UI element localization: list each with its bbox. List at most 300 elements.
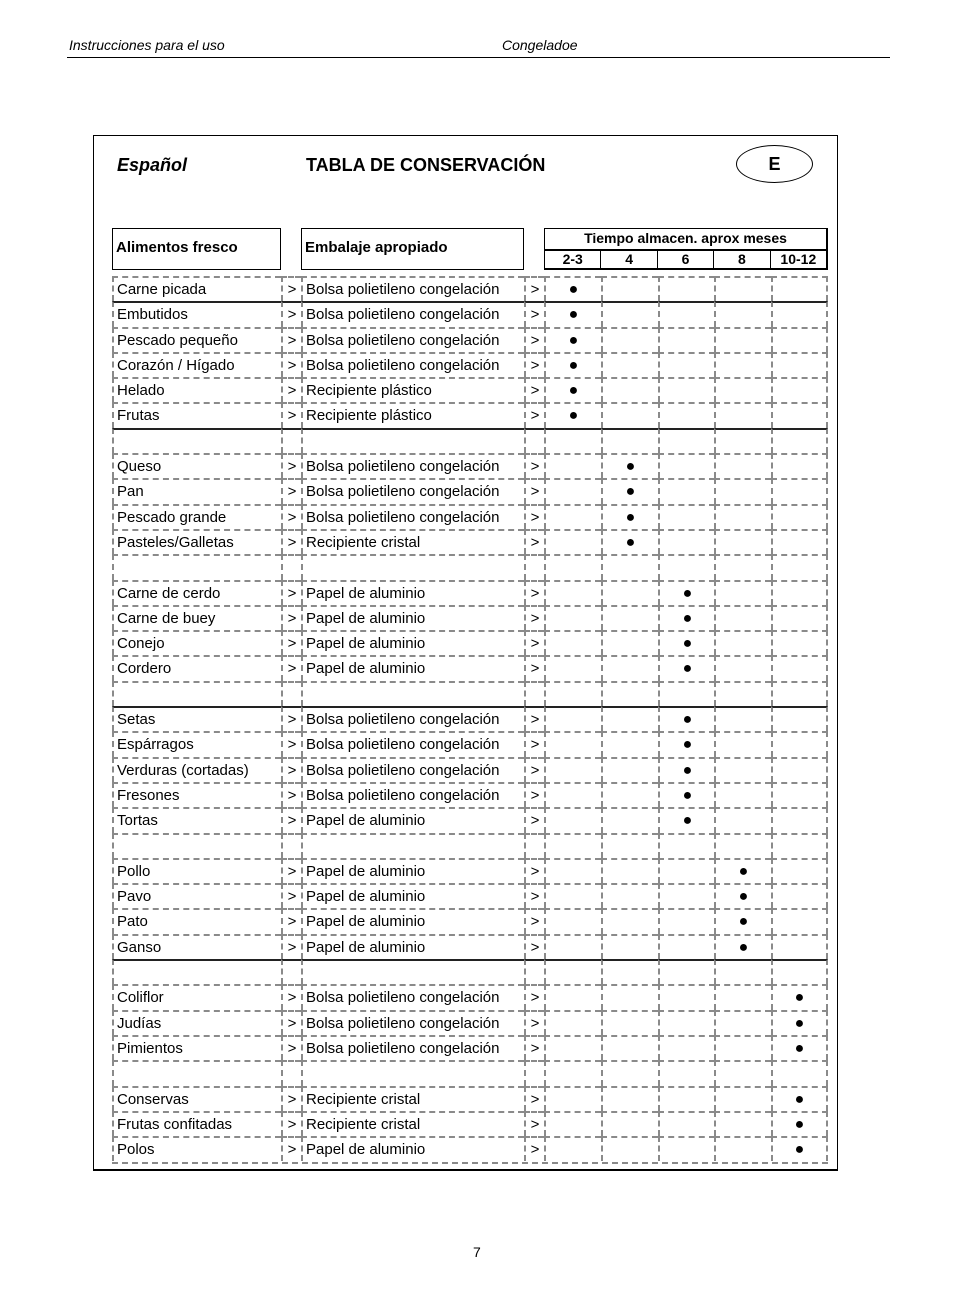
month-cell xyxy=(544,554,601,579)
arrow-cell: > xyxy=(281,1111,301,1136)
month-cell xyxy=(658,453,715,478)
table-spacer-row xyxy=(112,428,828,453)
month-cell xyxy=(771,883,828,908)
food-cell: Verduras (cortadas) xyxy=(112,757,281,782)
month-cell xyxy=(714,504,771,529)
arrow-cell: > xyxy=(281,529,301,554)
month-cell xyxy=(544,782,601,807)
month-cell xyxy=(544,681,601,706)
food-cell: Helado xyxy=(112,377,281,402)
month-cell xyxy=(544,1060,601,1085)
packaging-cell: Papel de aluminio xyxy=(301,934,524,959)
month-cell xyxy=(658,833,715,858)
table-row xyxy=(112,478,828,503)
arrow-cell: > xyxy=(524,630,544,655)
table-row xyxy=(112,655,828,680)
arrow-cell xyxy=(281,1060,301,1085)
table-row xyxy=(112,504,828,529)
arrow-cell: > xyxy=(281,453,301,478)
arrow-cell: > xyxy=(524,1086,544,1111)
month-cell xyxy=(601,1136,658,1161)
month-cell xyxy=(658,1111,715,1136)
food-cell: Carne picada xyxy=(112,276,281,301)
month-cell xyxy=(544,934,601,959)
packaging-cell: Papel de aluminio xyxy=(301,883,524,908)
arrow-cell: > xyxy=(524,1111,544,1136)
bullet-dot-icon: ● xyxy=(658,731,715,756)
month-cell xyxy=(658,428,715,453)
month-cell xyxy=(771,428,828,453)
running-header-left: Instrucciones para el uso xyxy=(69,37,225,53)
food-cell xyxy=(112,959,281,984)
packaging-cell: Papel de aluminio xyxy=(301,908,524,933)
bullet-dot-icon: ● xyxy=(714,908,771,933)
arrow-cell xyxy=(524,681,544,706)
month-cell xyxy=(544,1035,601,1060)
month-cell xyxy=(544,807,601,832)
month-cell xyxy=(601,757,658,782)
month-cell xyxy=(658,883,715,908)
month-cell xyxy=(714,1035,771,1060)
food-cell: Embutidos xyxy=(112,301,281,326)
bullet-dot-icon: ● xyxy=(771,984,828,1009)
arrow-cell xyxy=(524,428,544,453)
month-cell xyxy=(771,352,828,377)
month-cell xyxy=(771,908,828,933)
arrow-cell: > xyxy=(524,529,544,554)
bullet-dot-icon: ● xyxy=(658,757,715,782)
table-spacer-row xyxy=(112,833,828,858)
month-cell xyxy=(601,630,658,655)
packaging-cell: Bolsa polietileno congelación xyxy=(301,352,524,377)
month-cell xyxy=(771,453,828,478)
month-cell xyxy=(601,959,658,984)
table-row xyxy=(112,757,828,782)
month-cell xyxy=(771,858,828,883)
table-row xyxy=(112,605,828,630)
food-cell: Conservas xyxy=(112,1086,281,1111)
table-row xyxy=(112,1111,828,1136)
arrow-cell: > xyxy=(524,655,544,680)
month-cell xyxy=(714,453,771,478)
bullet-dot-icon: ● xyxy=(771,1035,828,1060)
food-cell: Queso xyxy=(112,453,281,478)
food-cell: Cordero xyxy=(112,655,281,680)
food-cell: Frutas xyxy=(112,402,281,427)
arrow-cell: > xyxy=(281,402,301,427)
food-cell: Carne de cerdo xyxy=(112,580,281,605)
arrow-cell: > xyxy=(281,934,301,959)
arrow-cell: > xyxy=(281,605,301,630)
arrow-cell: > xyxy=(281,377,301,402)
month-cell xyxy=(771,807,828,832)
month-cell xyxy=(601,731,658,756)
month-cell xyxy=(714,782,771,807)
food-cell: Espárragos xyxy=(112,731,281,756)
month-cell xyxy=(714,529,771,554)
month-cell xyxy=(658,377,715,402)
month-header: 10-12 xyxy=(780,251,817,267)
table-row xyxy=(112,731,828,756)
page-number: 7 xyxy=(473,1244,481,1260)
storage-table-body xyxy=(112,276,828,1161)
arrow-cell: > xyxy=(524,276,544,301)
table-spacer-row xyxy=(112,959,828,984)
packaging-cell: Recipiente plástico xyxy=(301,402,524,427)
packaging-cell: Bolsa polietileno congelación xyxy=(301,504,524,529)
packaging-cell: Papel de aluminio xyxy=(301,807,524,832)
packaging-cell xyxy=(301,833,524,858)
month-cell xyxy=(601,580,658,605)
bullet-dot-icon: ● xyxy=(601,529,658,554)
arrow-cell: > xyxy=(524,580,544,605)
arrow-cell: > xyxy=(524,706,544,731)
header-storage-time xyxy=(544,228,828,270)
month-cell xyxy=(601,858,658,883)
month-cell xyxy=(771,731,828,756)
month-cell xyxy=(714,807,771,832)
month-cell xyxy=(544,428,601,453)
month-cell xyxy=(714,655,771,680)
month-cell xyxy=(601,807,658,832)
month-cell xyxy=(658,478,715,503)
arrow-cell: > xyxy=(524,1010,544,1035)
language-label: Español xyxy=(117,155,188,175)
table-row xyxy=(112,377,828,402)
month-header: 6 xyxy=(658,249,714,269)
month-cell xyxy=(658,554,715,579)
month-cell xyxy=(714,984,771,1009)
food-cell xyxy=(112,833,281,858)
arrow-cell xyxy=(281,554,301,579)
month-cell xyxy=(658,301,715,326)
bullet-dot-icon: ● xyxy=(544,352,601,377)
table-row xyxy=(112,276,828,301)
bullet-dot-icon: ● xyxy=(771,1086,828,1111)
month-cell xyxy=(601,1086,658,1111)
table-spacer-row xyxy=(112,681,828,706)
arrow-cell xyxy=(524,1060,544,1085)
month-cell xyxy=(601,934,658,959)
month-cell xyxy=(771,554,828,579)
packaging-cell: Recipiente cristal xyxy=(301,1111,524,1136)
bullet-dot-icon: ● xyxy=(771,1111,828,1136)
month-cell xyxy=(658,681,715,706)
packaging-cell: Bolsa polietileno congelación xyxy=(301,276,524,301)
arrow-cell: > xyxy=(524,1136,544,1161)
arrow-cell: > xyxy=(524,807,544,832)
month-cell xyxy=(714,1136,771,1161)
month-cell xyxy=(771,605,828,630)
food-cell: Corazón / Hígado xyxy=(112,352,281,377)
food-cell: Setas xyxy=(112,706,281,731)
month-cell xyxy=(544,706,601,731)
arrow-cell: > xyxy=(281,1010,301,1035)
month-cell xyxy=(658,858,715,883)
arrow-cell: > xyxy=(281,1035,301,1060)
month-cell xyxy=(714,731,771,756)
month-cell xyxy=(771,327,828,352)
arrow-cell: > xyxy=(281,782,301,807)
arrow-cell: > xyxy=(281,504,301,529)
month-cell xyxy=(658,1035,715,1060)
month-cell xyxy=(658,1010,715,1035)
bullet-dot-icon: ● xyxy=(601,478,658,503)
arrow-cell: > xyxy=(281,630,301,655)
table-row xyxy=(112,807,828,832)
arrow-cell xyxy=(524,959,544,984)
arrow-cell: > xyxy=(524,402,544,427)
table-row xyxy=(112,1136,828,1161)
packaging-cell: Recipiente cristal xyxy=(301,529,524,554)
month-cell xyxy=(771,655,828,680)
month-cell xyxy=(771,580,828,605)
month-cell xyxy=(714,377,771,402)
month-cell xyxy=(658,327,715,352)
header-food xyxy=(112,228,281,270)
month-cell xyxy=(601,428,658,453)
month-cell xyxy=(771,276,828,301)
month-cell xyxy=(544,908,601,933)
month-cell xyxy=(714,554,771,579)
arrow-cell: > xyxy=(524,731,544,756)
bullet-dot-icon: ● xyxy=(544,301,601,326)
month-header: 8 xyxy=(714,249,770,269)
month-cell xyxy=(658,504,715,529)
table-row xyxy=(112,908,828,933)
month-cell xyxy=(771,1060,828,1085)
bullet-dot-icon: ● xyxy=(658,580,715,605)
bullet-dot-icon: ● xyxy=(658,605,715,630)
food-cell: Pavo xyxy=(112,883,281,908)
packaging-cell: Bolsa polietileno congelación xyxy=(301,1035,524,1060)
arrow-cell xyxy=(281,681,301,706)
month-cell xyxy=(658,984,715,1009)
packaging-cell: Recipiente plástico xyxy=(301,377,524,402)
packaging-cell xyxy=(301,1060,524,1085)
month-header: 4 xyxy=(601,249,657,269)
month-cell xyxy=(601,1111,658,1136)
food-cell xyxy=(112,1060,281,1085)
packaging-cell xyxy=(301,959,524,984)
month-cell xyxy=(544,883,601,908)
bullet-dot-icon: ● xyxy=(658,807,715,832)
table-row xyxy=(112,529,828,554)
food-cell: Pimientos xyxy=(112,1035,281,1060)
month-cell xyxy=(601,1060,658,1085)
header-packaging-label: Embalaje apropiado xyxy=(305,239,448,256)
arrow-cell: > xyxy=(281,1086,301,1111)
month-cell xyxy=(771,301,828,326)
table-row xyxy=(112,706,828,731)
header-packaging xyxy=(301,228,524,270)
month-cell xyxy=(601,908,658,933)
month-cell xyxy=(771,529,828,554)
arrow-cell: > xyxy=(281,757,301,782)
month-cell xyxy=(771,782,828,807)
food-cell: Fresones xyxy=(112,782,281,807)
bullet-dot-icon: ● xyxy=(601,453,658,478)
arrow-cell: > xyxy=(281,276,301,301)
table-row xyxy=(112,402,828,427)
month-cell xyxy=(544,731,601,756)
month-cell xyxy=(771,706,828,731)
month-cell xyxy=(544,1010,601,1035)
table-bottom-rule xyxy=(112,1162,828,1166)
table-row xyxy=(112,580,828,605)
arrow-cell: > xyxy=(281,731,301,756)
table-row xyxy=(112,630,828,655)
month-cell xyxy=(544,529,601,554)
running-header-center: Congeladoe xyxy=(502,37,578,53)
arrow-cell xyxy=(524,833,544,858)
month-cell xyxy=(658,934,715,959)
arrow-cell: > xyxy=(524,757,544,782)
table-row xyxy=(112,453,828,478)
month-cell xyxy=(544,959,601,984)
month-cell xyxy=(714,402,771,427)
header-storage-time-label: Tiempo almacen. aprox meses xyxy=(545,229,826,251)
month-cell xyxy=(658,276,715,301)
packaging-cell: Bolsa polietileno congelación xyxy=(301,706,524,731)
bullet-dot-icon: ● xyxy=(771,1010,828,1035)
month-cell xyxy=(658,1136,715,1161)
food-cell: Pan xyxy=(112,478,281,503)
month-cell xyxy=(771,959,828,984)
header-food-label: Alimentos fresco xyxy=(116,239,238,256)
arrow-cell: > xyxy=(524,478,544,503)
table-spacer-row xyxy=(112,554,828,579)
month-cell xyxy=(544,1136,601,1161)
arrow-cell: > xyxy=(281,807,301,832)
packaging-cell: Bolsa polietileno congelación xyxy=(301,301,524,326)
month-cell xyxy=(601,276,658,301)
packaging-cell: Bolsa polietileno congelación xyxy=(301,731,524,756)
arrow-cell: > xyxy=(281,478,301,503)
month-cell xyxy=(601,782,658,807)
arrow-cell: > xyxy=(281,327,301,352)
packaging-cell: Bolsa polietileno congelación xyxy=(301,984,524,1009)
month-cell xyxy=(601,327,658,352)
food-cell: Coliflor xyxy=(112,984,281,1009)
month-cell xyxy=(771,833,828,858)
month-header: 2-3 xyxy=(545,249,601,269)
month-cell xyxy=(771,504,828,529)
bullet-dot-icon: ● xyxy=(544,327,601,352)
month-cell xyxy=(714,580,771,605)
food-cell: Carne de buey xyxy=(112,605,281,630)
packaging-cell: Papel de aluminio xyxy=(301,858,524,883)
month-cell xyxy=(771,757,828,782)
header-divider xyxy=(67,57,890,58)
month-cell xyxy=(714,706,771,731)
bullet-dot-icon: ● xyxy=(658,630,715,655)
bullet-dot-icon: ● xyxy=(658,782,715,807)
month-cell xyxy=(714,1010,771,1035)
month-cell xyxy=(601,655,658,680)
month-cell xyxy=(544,1086,601,1111)
month-cell xyxy=(658,908,715,933)
arrow-cell: > xyxy=(524,605,544,630)
arrow-cell: > xyxy=(281,883,301,908)
bullet-dot-icon: ● xyxy=(658,655,715,680)
bullet-dot-icon: ● xyxy=(658,706,715,731)
month-cell xyxy=(714,1060,771,1085)
month-cell xyxy=(544,1111,601,1136)
table-row xyxy=(112,858,828,883)
packaging-cell: Bolsa polietileno congelación xyxy=(301,1010,524,1035)
arrow-cell: > xyxy=(281,858,301,883)
month-cell xyxy=(601,833,658,858)
table-row xyxy=(112,352,828,377)
packaging-cell: Papel de aluminio xyxy=(301,655,524,680)
food-cell: Frutas confitadas xyxy=(112,1111,281,1136)
month-cell xyxy=(601,706,658,731)
bullet-dot-icon: ● xyxy=(714,858,771,883)
month-cell xyxy=(544,833,601,858)
month-cell xyxy=(544,984,601,1009)
food-cell: Polos xyxy=(112,1136,281,1161)
arrow-cell xyxy=(281,833,301,858)
month-cell xyxy=(771,934,828,959)
arrow-cell: > xyxy=(281,1136,301,1161)
food-cell: Tortas xyxy=(112,807,281,832)
month-cell xyxy=(544,605,601,630)
arrow-cell: > xyxy=(524,1035,544,1060)
month-cell xyxy=(601,352,658,377)
month-cell xyxy=(714,630,771,655)
month-cell xyxy=(544,504,601,529)
arrow-cell xyxy=(281,959,301,984)
month-cell xyxy=(658,402,715,427)
month-cell xyxy=(601,1035,658,1060)
bullet-dot-icon: ● xyxy=(714,883,771,908)
packaging-cell: Bolsa polietileno congelación xyxy=(301,478,524,503)
packaging-cell xyxy=(301,554,524,579)
packaging-cell: Papel de aluminio xyxy=(301,605,524,630)
arrow-cell: > xyxy=(524,453,544,478)
arrow-cell: > xyxy=(524,301,544,326)
month-cell xyxy=(544,858,601,883)
food-cell: Pescado pequeño xyxy=(112,327,281,352)
arrow-cell: > xyxy=(281,301,301,326)
month-cell xyxy=(771,478,828,503)
table-row xyxy=(112,883,828,908)
month-cell xyxy=(601,984,658,1009)
month-cell xyxy=(601,681,658,706)
food-cell: Ganso xyxy=(112,934,281,959)
arrow-cell: > xyxy=(524,858,544,883)
month-cell xyxy=(601,377,658,402)
food-cell: Pato xyxy=(112,908,281,933)
month-cell xyxy=(658,529,715,554)
packaging-cell: Papel de aluminio xyxy=(301,580,524,605)
food-cell: Pasteles/Galletas xyxy=(112,529,281,554)
food-cell xyxy=(112,681,281,706)
arrow-cell: > xyxy=(524,352,544,377)
month-cell xyxy=(601,301,658,326)
arrow-cell: > xyxy=(281,580,301,605)
arrow-cell: > xyxy=(281,984,301,1009)
packaging-cell: Bolsa polietileno congelación xyxy=(301,757,524,782)
month-cell xyxy=(771,681,828,706)
packaging-cell: Papel de aluminio xyxy=(301,630,524,655)
month-cell xyxy=(601,1010,658,1035)
month-cell xyxy=(544,478,601,503)
month-cell xyxy=(714,757,771,782)
packaging-cell xyxy=(301,681,524,706)
arrow-cell: > xyxy=(524,504,544,529)
